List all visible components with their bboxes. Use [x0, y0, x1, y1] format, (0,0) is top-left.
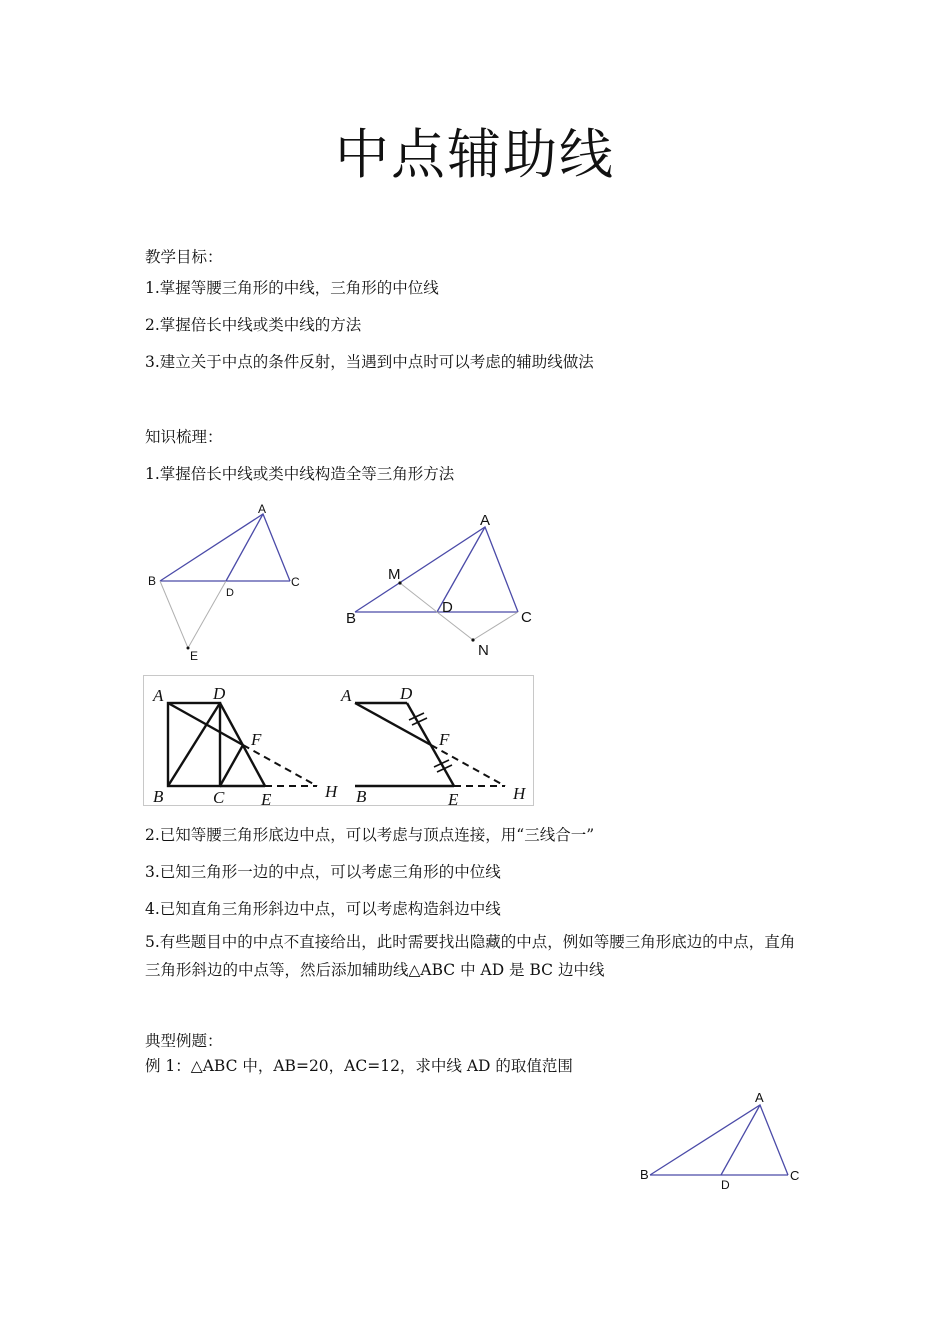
- fig2-point-N: [471, 638, 474, 641]
- fig2-segment-MD: [400, 583, 437, 612]
- fig4-label-D: D: [400, 684, 413, 703]
- figure-3-4-panel: [143, 675, 535, 807]
- fig2-label-B: B: [346, 610, 357, 627]
- fig5-label-A: A: [755, 1090, 764, 1105]
- knowledge-heading: 知识梳理：: [145, 428, 223, 446]
- fig2-segment-CN: [473, 612, 518, 640]
- goals-heading: 教学目标：: [145, 248, 223, 266]
- fig3-label-E: E: [261, 790, 272, 809]
- fig2-label-A: A: [480, 512, 491, 529]
- fig1-label-C: C: [291, 575, 300, 589]
- page-title: 中点辅助线: [335, 123, 615, 186]
- fig4-label-B: B: [356, 787, 367, 806]
- fig1-extension-DE: [188, 581, 226, 648]
- knowledge-item-1: 1.掌握倍长中线或类中线构造全等三角形方法: [145, 465, 455, 483]
- fig1-median-AD: [226, 514, 263, 581]
- fig2-triangle: [355, 527, 518, 612]
- fig3-diagonal-BD: [168, 703, 220, 786]
- goal-item-2: 2.掌握倍长中线或类中线的方法: [145, 316, 362, 334]
- fig3-label-C: C: [213, 788, 225, 807]
- fig3-label-D: D: [213, 684, 226, 703]
- fig2-label-M: M: [388, 566, 401, 583]
- fig1-label-D: D: [226, 587, 234, 599]
- fig2-label-C: C: [521, 609, 532, 626]
- fig5-label-C: C: [790, 1168, 800, 1183]
- fig2-segment-DN: [437, 612, 473, 640]
- fig1-segment-BE: [160, 581, 188, 648]
- fig3-label-H: H: [325, 782, 338, 801]
- goal-item-1: 1.掌握等腰三角形的中线，三角形的中位线: [145, 279, 439, 297]
- figure-4: [340, 684, 527, 809]
- fig1-triangle: [160, 514, 290, 581]
- fig5-triangle: [650, 1105, 788, 1175]
- figure-1: [140, 498, 320, 668]
- fig5-label-D: D: [721, 1178, 730, 1192]
- fig4-label-F: F: [439, 730, 450, 749]
- fig2-label-N: N: [478, 642, 489, 659]
- fig5-label-B: B: [640, 1167, 649, 1182]
- fig5-median-AD: [721, 1105, 760, 1175]
- fig4-label-A: A: [341, 686, 352, 705]
- knowledge-item-5: 5.有些题目中的中点不直接给出，此时需要找出隐藏的中点，例如等腰三角形底边的中点，直角三角形斜边的中点等，然后添加辅助线△ABC 中 AD 是 BC 边中线: [145, 933, 796, 979]
- fig3-label-B: B: [153, 787, 164, 806]
- fig1-label-A: A: [258, 502, 267, 516]
- fig2-label-D: D: [442, 599, 453, 616]
- goal-item-3: 3.建立关于中点的条件反射，当遇到中点时可以考虑的辅助线做法: [145, 353, 594, 371]
- fig3-segment-CF: [220, 745, 243, 786]
- knowledge-item-3: 3.已知三角形一边的中点，可以考虑三角形的中位线: [145, 863, 501, 881]
- fig4-label-E: E: [448, 790, 459, 809]
- figure-2: [340, 505, 550, 665]
- fig3-label-F: F: [251, 730, 262, 749]
- knowledge-item-4: 4.已知直角三角形斜边中点，可以考虑构造斜边中线: [145, 900, 501, 918]
- example-1: 例 1：△ABC 中，AB=20，AC=12，求中线 AD 的取值范围: [145, 1057, 573, 1075]
- figure-3: [152, 684, 339, 809]
- knowledge-item-2: 2.已知等腰三角形底边中点，可以考虑与顶点连接，用“三线合一”: [145, 826, 595, 844]
- figure-5: [630, 1085, 820, 1195]
- fig1-label-E: E: [190, 649, 199, 663]
- fig4-label-H: H: [513, 784, 526, 803]
- fig3-label-A: A: [153, 686, 164, 705]
- examples-heading: 典型例题：: [145, 1032, 223, 1050]
- fig1-label-B: B: [148, 574, 157, 588]
